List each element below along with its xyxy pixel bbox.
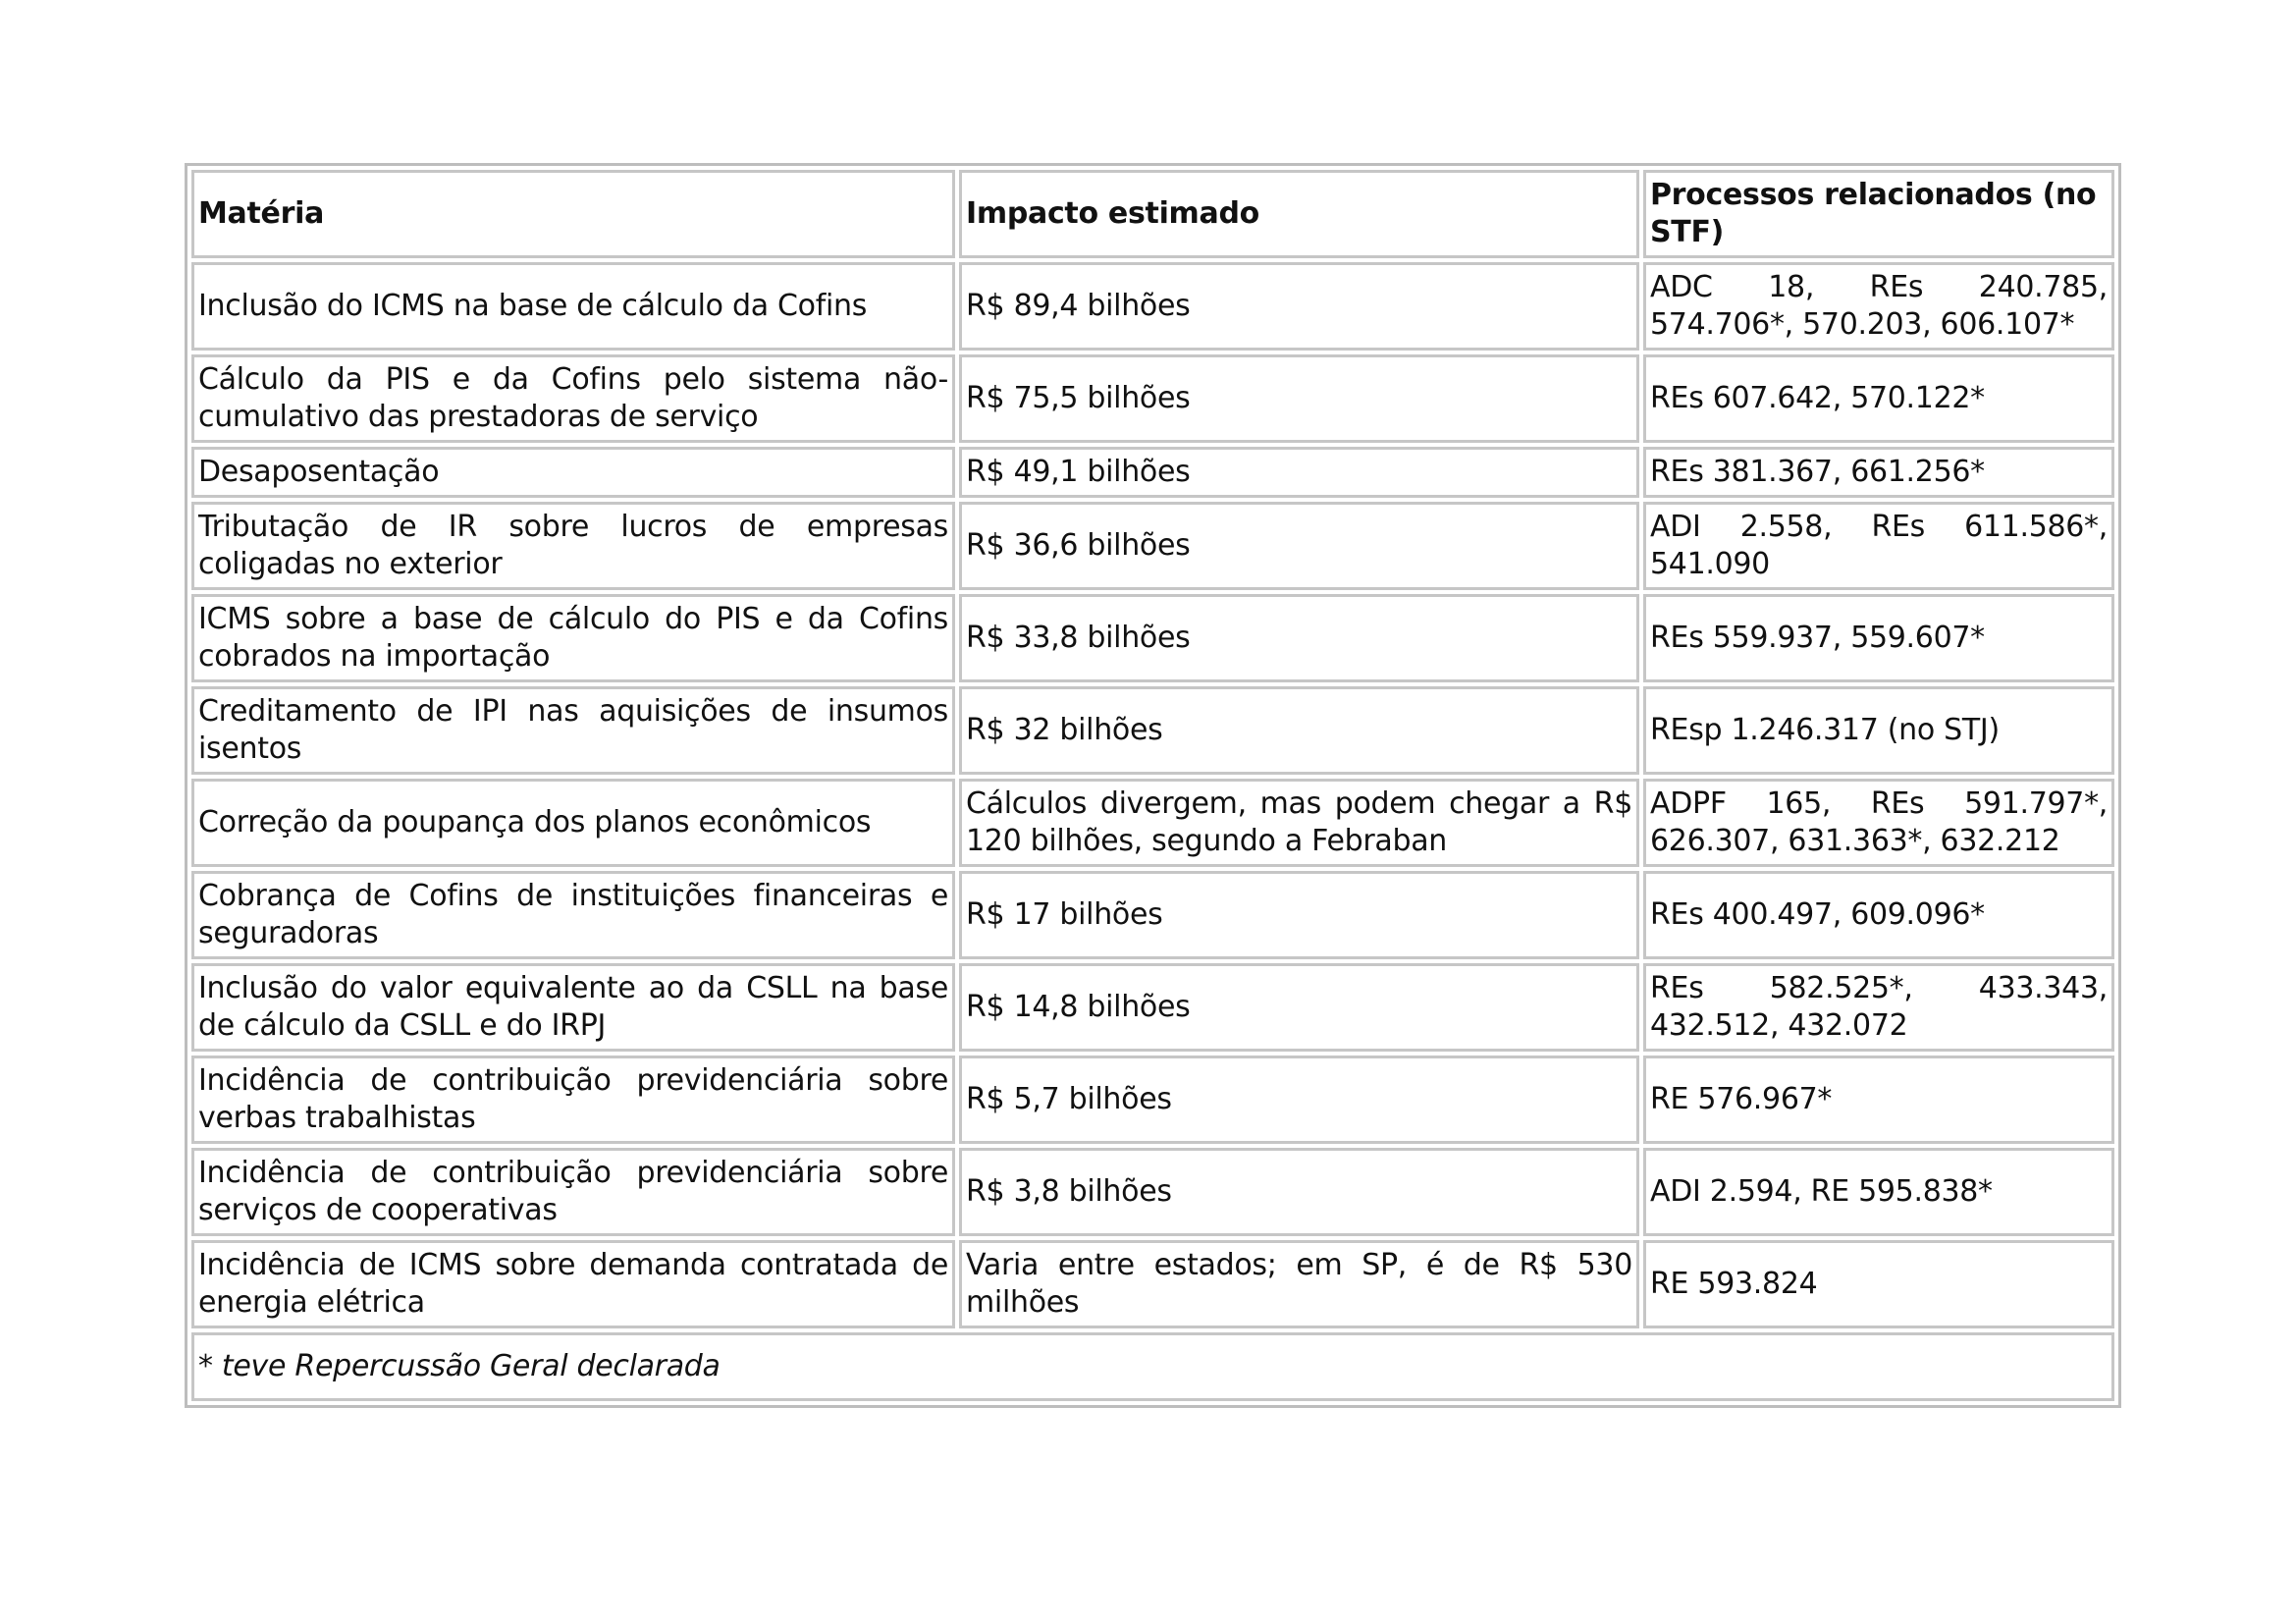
footnote-row	[191, 1332, 2114, 1401]
cell-materia: Incidência de contribuição previdenciária sobre serviços de cooperativas	[191, 1148, 955, 1236]
table-row	[191, 1056, 2114, 1144]
table-body	[191, 262, 2114, 1401]
cell-processos: REs 559.937, 559.607*	[1643, 594, 2114, 682]
cell-impacto: R$ 36,6 bilhões	[959, 502, 1639, 590]
table-row	[191, 779, 2114, 867]
table-header-row	[191, 170, 2114, 258]
table-row	[191, 1240, 2114, 1328]
table-row	[191, 447, 2114, 498]
cell-materia: Correção da poupança dos planos econômicos	[191, 779, 955, 867]
table-row	[191, 686, 2114, 775]
cell-processos: REs 381.367, 661.256*	[1643, 447, 2114, 498]
cell-materia: Inclusão do valor equivalente ao da CSLL na base de cálculo da CSLL e do IRPJ	[191, 963, 955, 1052]
cell-materia: Creditamento de IPI nas aquisições de insumos isentos	[191, 686, 955, 775]
table-row	[191, 502, 2114, 590]
table-row	[191, 871, 2114, 959]
cell-impacto: Varia entre estados; em SP, é de R$ 530 milhões	[959, 1240, 1639, 1328]
cell-impacto: R$ 14,8 bilhões	[959, 963, 1639, 1052]
cell-processos: ADC 18, REs 240.785, 574.706*, 570.203, 606.107*	[1643, 262, 2114, 351]
cell-materia: Inclusão do ICMS na base de cálculo da Cofins	[191, 262, 955, 351]
cell-materia: Cobrança de Cofins de instituições financeiras e seguradoras	[191, 871, 955, 959]
cell-impacto: R$ 89,4 bilhões	[959, 262, 1639, 351]
cell-impacto: Cálculos divergem, mas podem chegar a R$ 120 bilhões, segundo a Febraban	[959, 779, 1639, 867]
cell-processos: ADI 2.594, RE 595.838*	[1643, 1148, 2114, 1236]
cell-materia: ICMS sobre a base de cálculo do PIS e da Cofins cobrados na importação	[191, 594, 955, 682]
cell-processos: ADPF 165, REs 591.797*, 626.307, 631.363*, 632.212	[1643, 779, 2114, 867]
cell-processos: REsp 1.246.317 (no STJ)	[1643, 686, 2114, 775]
cell-materia: Desaposentação	[191, 447, 955, 498]
cell-impacto: R$ 5,7 bilhões	[959, 1056, 1639, 1144]
cell-processos: REs 607.642, 570.122*	[1643, 354, 2114, 443]
cell-impacto: R$ 75,5 bilhões	[959, 354, 1639, 443]
header-materia: Matéria	[191, 170, 955, 258]
table-row	[191, 963, 2114, 1052]
cell-processos: REs 582.525*, 433.343, 432.512, 432.072	[1643, 963, 2114, 1052]
cell-impacto: R$ 17 bilhões	[959, 871, 1639, 959]
cell-materia: Cálculo da PIS e da Cofins pelo sistema não-cumulativo das prestadoras de serviço	[191, 354, 955, 443]
table-row	[191, 594, 2114, 682]
table-row	[191, 1148, 2114, 1236]
cell-impacto: R$ 33,8 bilhões	[959, 594, 1639, 682]
cell-processos: REs 400.497, 609.096*	[1643, 871, 2114, 959]
cell-materia: Incidência de ICMS sobre demanda contratada de energia elétrica	[191, 1240, 955, 1328]
cell-impacto: R$ 32 bilhões	[959, 686, 1639, 775]
cell-impacto: R$ 3,8 bilhões	[959, 1148, 1639, 1236]
cell-processos: RE 576.967*	[1643, 1056, 2114, 1144]
cell-processos: ADI 2.558, REs 611.586*, 541.090	[1643, 502, 2114, 590]
header-processos: Processos relacionados (no STF)	[1643, 170, 2114, 258]
impact-table	[185, 163, 2121, 1408]
cell-processos: RE 593.824	[1643, 1240, 2114, 1328]
cell-materia: Incidência de contribuição previdenciária sobre verbas trabalhistas	[191, 1056, 955, 1144]
header-impacto: Impacto estimado	[959, 170, 1639, 258]
table-row	[191, 354, 2114, 443]
footnote: * teve Repercussão Geral declarada	[191, 1332, 2114, 1401]
cell-materia: Tributação de IR sobre lucros de empresas coligadas no exterior	[191, 502, 955, 590]
table-row	[191, 262, 2114, 351]
cell-impacto: R$ 49,1 bilhões	[959, 447, 1639, 498]
